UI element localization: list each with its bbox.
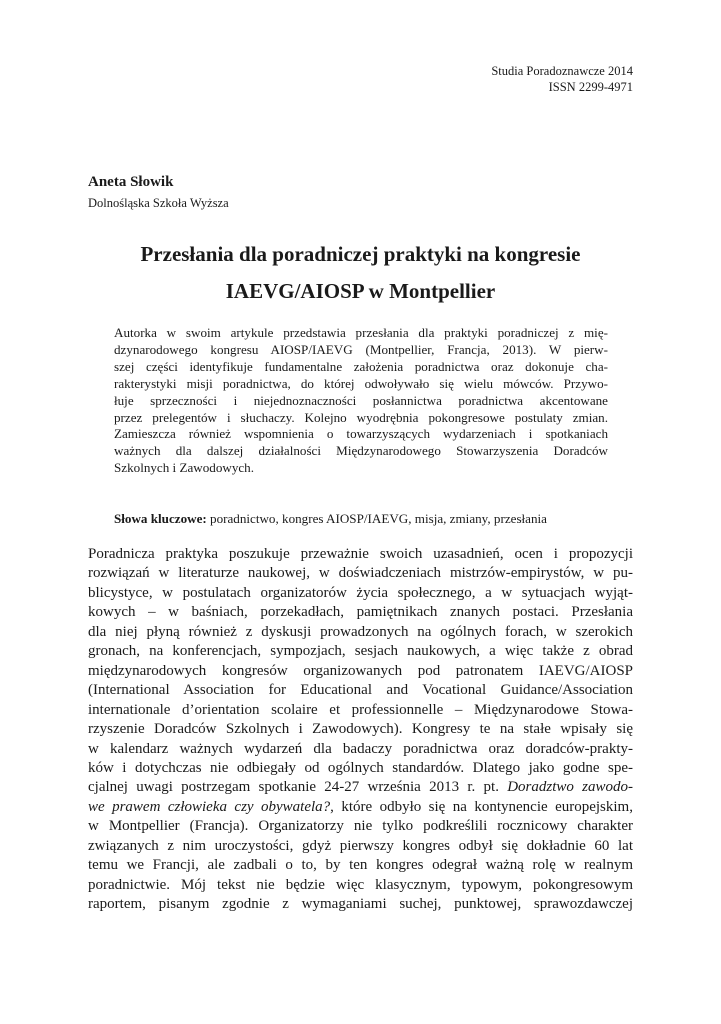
body-line: poradnictwie. Mój tekst nie będzie więc klasycznym, typowym, pokongresowym [88, 876, 633, 893]
abstract-line: Szkolnych i Zawodowych. [114, 460, 255, 476]
body-line: w Montpellier (Francja). Organizatorzy nie tylko podkreślili rocznicowy charakter [88, 818, 633, 835]
body-line: rzyszenie Doradców Szkolnych i Zawodowych). Kongresy te na stałe wpisały się [88, 721, 633, 738]
body-paragraph [88, 545, 633, 915]
abstract-line: Autorka w swoim artykule przedstawia przesłania dla praktyki poradniczej z mię- [114, 325, 608, 340]
body-line: ków i dotychczas nie odbiegały od ogólnych standardów. Dlatego jako godne spe- [88, 759, 633, 776]
body-line: (International Association for Educational and Vocational Guidance/Association [88, 682, 633, 699]
body-line: internationale d’orientation scolaire et professionnelle – Międzynarodowe Stowa- [88, 701, 633, 718]
abstract-line: łuje sprzeczności i niejednoznaczności posłannictwa poradnictwa akcentowane [114, 392, 608, 408]
issn: ISSN 2299-4971 [548, 80, 633, 94]
body-line [88, 778, 633, 797]
body-line-text: , które odbyło się na kontynencie europejskim, [330, 798, 633, 815]
body-line: rozwiązań w literaturze naukowej, w doświadczeniach mistrzów-empirystów, w pu- [88, 565, 633, 582]
journal-name: Studia Poradoznawcze 2014 [491, 64, 633, 78]
keywords-label: Słowa kluczowe: [114, 511, 207, 526]
title-line-2: IAEVG/AIOSP w Montpellier [225, 279, 496, 303]
author-name: Aneta Słowik [88, 174, 174, 190]
body-line: temu we Francji, ale zadbali o to, by ten kongres odegrał ważną rolę w realnym [88, 857, 633, 874]
body-line: gronach, na konferencjach, sympozjach, sesjach naukowych, a więc także z obrad [88, 643, 633, 660]
body-line: Poradnicza praktyka poszukuje przeważnie swoich uzasadnień, ocen i propozycji [88, 546, 633, 562]
body-line: raportem, pisanym zgodnie z wymaganiami suchej, punktowej, sprawozdawczej [88, 896, 633, 913]
body-line: kowych – w baśniach, porzekadłach, pamiętnikach znanych postaci. Przesłania [88, 604, 633, 621]
journal-header [491, 63, 633, 95]
abstract-line: ważnych dla dalszej działalności Międzynarodowego Stowarzyszenia Doradców [114, 443, 608, 459]
author-block [88, 172, 229, 212]
keywords [114, 510, 608, 527]
abstract-line: szej części identyfikuje fundamentalne założenia poradnictwa oraz dokonuje cha- [114, 358, 608, 374]
body-line [88, 798, 633, 817]
body-line: międzynarodowych kongresów organizowanych pod patronatem IAEVG/AIOSP [88, 662, 633, 679]
italic-title-part-2: we prawem człowieka czy obywatela? [88, 798, 331, 815]
body-line: dla niej płyną również z dyskusji prowadzonych na ogólnych forach, w szerokich [88, 623, 633, 640]
abstract-line: Zamieszcza również wspomnienia o towarzyszących wydarzeniach i spotkaniach [114, 426, 608, 442]
title-line-1: Przesłania dla poradniczej praktyki na kongresie [140, 242, 581, 266]
body-line-text: cjalnej uwagi postrzegam spotkanie 24-27 września 2013 r. pt. [88, 779, 499, 796]
article-title [88, 236, 633, 310]
keywords-text: poradnictwo, kongres AIOSP/IAEVG, misja, zmiany, przesłania [206, 511, 547, 526]
body-line: blicystyce, w postulatach organizatorów życia społecznego, a w sytuacjach wyjąt- [88, 584, 633, 601]
italic-title-part-1: Doradztwo zawodo- [507, 779, 633, 796]
abstract-line: rakterystyki misji poradnictwa, do której odwoływało się wielu mówców. Przywo- [114, 375, 608, 391]
abstract-line: dzynarodowego kongresu AIOSP/IAEVG (Montpellier, Francja, 2013). W pierw- [114, 341, 608, 357]
body-line: w kalendarz ważnych wydarzeń dla badaczy poradnictwa oraz doradców-prakty- [88, 740, 633, 757]
body-line: związanych z nim uroczystości, gdyż pierwszy kongres odbył się dokładnie 60 lat [88, 837, 633, 854]
abstract [114, 325, 608, 477]
abstract-line: przez prelegentów i słuchaczy. Kolejno wyodrębnia pokongresowe postulaty zmian. [114, 409, 608, 425]
author-affiliation: Dolnośląska Szkoła Wyższa [88, 196, 229, 210]
